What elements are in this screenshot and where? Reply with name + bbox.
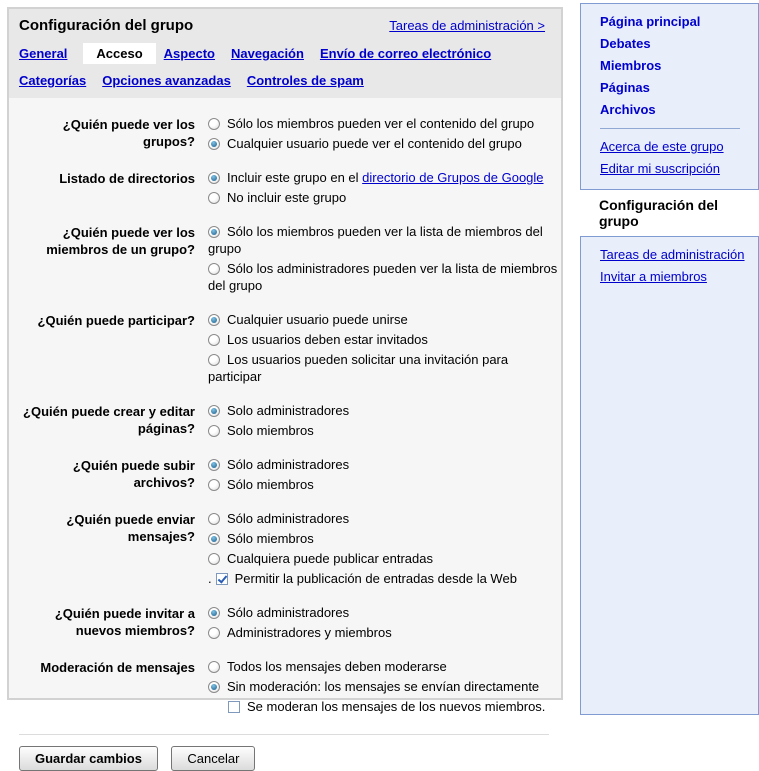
page-title: Configuración del grupo xyxy=(19,17,194,34)
radio-option-solo-administradores xyxy=(208,510,561,527)
tabs-row-2 xyxy=(19,73,545,88)
section-options xyxy=(208,311,561,388)
section-options xyxy=(208,456,561,496)
section-label: ¿Quién puede ver los grupos? xyxy=(62,117,195,149)
button-row xyxy=(9,735,561,771)
option-label: Sólo los miembros pueden ver el contenido del grupo xyxy=(227,116,535,131)
radio-unchecked[interactable] xyxy=(208,661,220,673)
cancel-button[interactable]: Cancelar xyxy=(171,746,255,771)
option-prefix: . xyxy=(208,571,212,586)
option-label: Cualquier usuario puede ver el contenido del grupo xyxy=(227,136,522,151)
section-options xyxy=(208,604,561,644)
option-link-directorio-de-grupos-de-google[interactable]: directorio de Grupos de Google xyxy=(362,170,544,185)
section-label: Moderación de mensajes xyxy=(40,660,195,675)
sidebar-link-editar-mi-suscripcion[interactable]: Editar mi suscripción xyxy=(600,161,720,176)
save-button[interactable]: Guardar cambios xyxy=(19,746,158,771)
sidebar-item-paginas[interactable]: Páginas xyxy=(600,80,650,95)
radio-option-solo-administradores xyxy=(208,456,561,473)
sidebar-admin-box xyxy=(580,236,759,715)
option-label: Sólo administradores xyxy=(227,605,350,620)
section-options xyxy=(208,402,561,442)
radio-unchecked[interactable] xyxy=(208,334,220,346)
option-label: Administradores y miembros xyxy=(227,625,392,640)
admin-tasks-link[interactable]: Tareas de administración > xyxy=(389,18,545,33)
checkbox-unchecked[interactable] xyxy=(228,701,240,713)
option-label: Sólo administradores xyxy=(227,511,350,526)
option-label: Sólo los administradores pueden ver la lista de miembros del grupo xyxy=(208,261,558,293)
checkbox-option-se-moderan-los-mensajes-de-los-nuevos-mi xyxy=(228,698,561,715)
radio-option-todos-los-mensajes-deben-moderarse xyxy=(208,658,561,675)
section-label: ¿Quién puede ver los miembros de un grupo? xyxy=(46,225,195,257)
radio-option-los-usuarios-deben-estar-invitados xyxy=(208,331,561,348)
radio-option-solo-miembros xyxy=(208,476,561,493)
tab-general[interactable]: General xyxy=(19,46,68,61)
sidebar xyxy=(580,0,759,715)
option-label: Solo administradores xyxy=(227,403,350,418)
radio-unchecked[interactable] xyxy=(208,627,220,639)
option-label: Incluir este grupo en el xyxy=(227,170,363,185)
radio-unchecked[interactable] xyxy=(208,513,220,525)
radio-option-solo-los-administradores-pueden-ver-la-l xyxy=(208,260,561,294)
title-row xyxy=(19,17,545,34)
option-label: No incluir este grupo xyxy=(227,190,347,205)
option-label: Sólo los miembros pueden ver la lista de miembros del grupo xyxy=(208,224,543,256)
option-label: Cualquier usuario puede unirse xyxy=(227,312,408,327)
section-options xyxy=(208,115,561,155)
radio-unchecked[interactable] xyxy=(208,354,220,366)
section-quien-puede-ver-los-miembros-de-un-grupo xyxy=(19,223,561,297)
sidebar-item-miembros[interactable]: Miembros xyxy=(600,58,662,73)
radio-checked[interactable] xyxy=(208,405,220,417)
checkbox-option-permitir-la-publicacion-de-entradas-desd xyxy=(208,570,561,587)
section-options xyxy=(208,223,561,297)
section-listado-de-directorios xyxy=(19,169,561,209)
option-label: Sólo administradores xyxy=(227,457,350,472)
option-label: Cualquiera puede publicar entradas xyxy=(227,551,433,566)
checkbox-checked[interactable] xyxy=(216,573,228,585)
radio-option-sin-moderacion-los-mensajes-se-envian-di xyxy=(208,678,561,695)
section-options xyxy=(208,658,561,718)
section-label: Listado de directorios xyxy=(59,171,195,186)
settings-form xyxy=(9,98,561,718)
option-label: Se moderan los mensajes de los nuevos miembros. xyxy=(247,699,546,714)
section-label: ¿Quién puede crear y editar páginas? xyxy=(23,404,195,436)
radio-option-administradores-y-miembros xyxy=(208,624,561,641)
tab-controles-de-spam[interactable]: Controles de spam xyxy=(246,73,364,88)
option-label: Todos los mensajes deben moderarse xyxy=(227,659,447,674)
option-label: Solo miembros xyxy=(227,423,314,438)
radio-unchecked[interactable] xyxy=(208,425,220,437)
sidebar-divider xyxy=(600,128,740,129)
sidebar-link-invitar-a-miembros[interactable]: Invitar a miembros xyxy=(600,269,707,284)
option-label: Sin moderación: los mensajes se envían directamente xyxy=(227,679,540,694)
sidebar-item-archivos[interactable]: Archivos xyxy=(600,102,656,117)
section-label: ¿Quién puede subir archivos? xyxy=(72,458,195,490)
tab-aspecto[interactable]: Aspecto xyxy=(163,46,215,61)
tabs-row-1 xyxy=(19,43,545,64)
radio-option-solo-miembros xyxy=(208,422,561,439)
sidebar-link-acerca-de-este-grupo[interactable]: Acerca de este grupo xyxy=(600,139,724,154)
section-quien-puede-invitar-a-nuevos-miembros xyxy=(19,604,561,644)
sidebar-item-pagina-principal[interactable]: Página principal xyxy=(600,14,701,29)
option-label: Los usuarios pueden solicitar una invitación para participar xyxy=(208,352,509,384)
radio-checked[interactable] xyxy=(208,607,220,619)
option-label: Sólo miembros xyxy=(227,531,314,546)
section-moderacion-de-mensajes xyxy=(19,658,561,718)
option-label: Sólo miembros xyxy=(227,477,314,492)
section-options xyxy=(208,169,561,209)
sidebar-nav-box xyxy=(580,3,759,190)
radio-checked[interactable] xyxy=(208,138,220,150)
radio-unchecked[interactable] xyxy=(208,553,220,565)
radio-option-solo-los-miembros-pueden-ver-el-contenid xyxy=(208,115,561,132)
tab-opciones-avanzadas[interactable]: Opciones avanzadas xyxy=(102,73,231,88)
section-label: ¿Quién puede participar? xyxy=(37,313,195,328)
option-label: Permitir la publicación de entradas desde la Web xyxy=(234,571,517,586)
radio-unchecked[interactable] xyxy=(208,263,220,275)
section-quien-puede-participar xyxy=(19,311,561,388)
radio-checked[interactable] xyxy=(208,226,220,238)
radio-unchecked[interactable] xyxy=(208,192,220,204)
option-label: Los usuarios deben estar invitados xyxy=(227,332,428,347)
sidebar-current-item: Configuración del grupo xyxy=(580,190,759,236)
radio-option-solo-los-miembros-pueden-ver-la-lista-de xyxy=(208,223,561,257)
panel-header xyxy=(9,9,561,98)
tab-acceso[interactable]: Acceso xyxy=(83,43,155,64)
radio-checked[interactable] xyxy=(208,533,220,545)
radio-option-cualquier-usuario-puede-unirse xyxy=(208,311,561,328)
sidebar-link-tareas-de-administracion[interactable]: Tareas de administración xyxy=(600,247,745,262)
radio-checked[interactable] xyxy=(208,459,220,471)
section-quien-puede-subir-archivos xyxy=(19,456,561,496)
radio-unchecked[interactable] xyxy=(208,118,220,130)
sidebar-item-debates[interactable]: Debates xyxy=(600,36,651,51)
radio-option-solo-administradores xyxy=(208,604,561,621)
radio-option-solo-administradores xyxy=(208,402,561,419)
radio-option-los-usuarios-pueden-solicitar-una-invita xyxy=(208,351,561,385)
section-label: ¿Quién puede invitar a nuevos miembros? xyxy=(54,606,195,638)
tab-envio-de-correo-electronico[interactable]: Envío de correo electrónico xyxy=(319,46,492,61)
tab-categorias[interactable]: Categorías xyxy=(19,73,87,88)
section-label: ¿Quién puede enviar mensajes? xyxy=(66,512,195,544)
radio-unchecked[interactable] xyxy=(208,479,220,491)
radio-checked[interactable] xyxy=(208,172,220,184)
tab-navegacion[interactable]: Navegación xyxy=(230,46,304,61)
radio-checked[interactable] xyxy=(208,681,220,693)
section-quien-puede-ver-los-grupos xyxy=(19,115,561,155)
group-settings-panel xyxy=(7,7,563,766)
radio-checked[interactable] xyxy=(208,314,220,326)
radio-option-cualquier-usuario-puede-ver-el-contenido xyxy=(208,135,561,152)
radio-option-solo-miembros xyxy=(208,530,561,547)
radio-option-incluir-este-grupo-en-el xyxy=(208,169,561,186)
section-options xyxy=(208,510,561,590)
section-quien-puede-crear-y-editar-paginas xyxy=(19,402,561,442)
radio-option-cualquiera-puede-publicar-entradas xyxy=(208,550,561,567)
radio-option-no-incluir-este-grupo xyxy=(208,189,561,206)
section-quien-puede-enviar-mensajes xyxy=(19,510,561,590)
